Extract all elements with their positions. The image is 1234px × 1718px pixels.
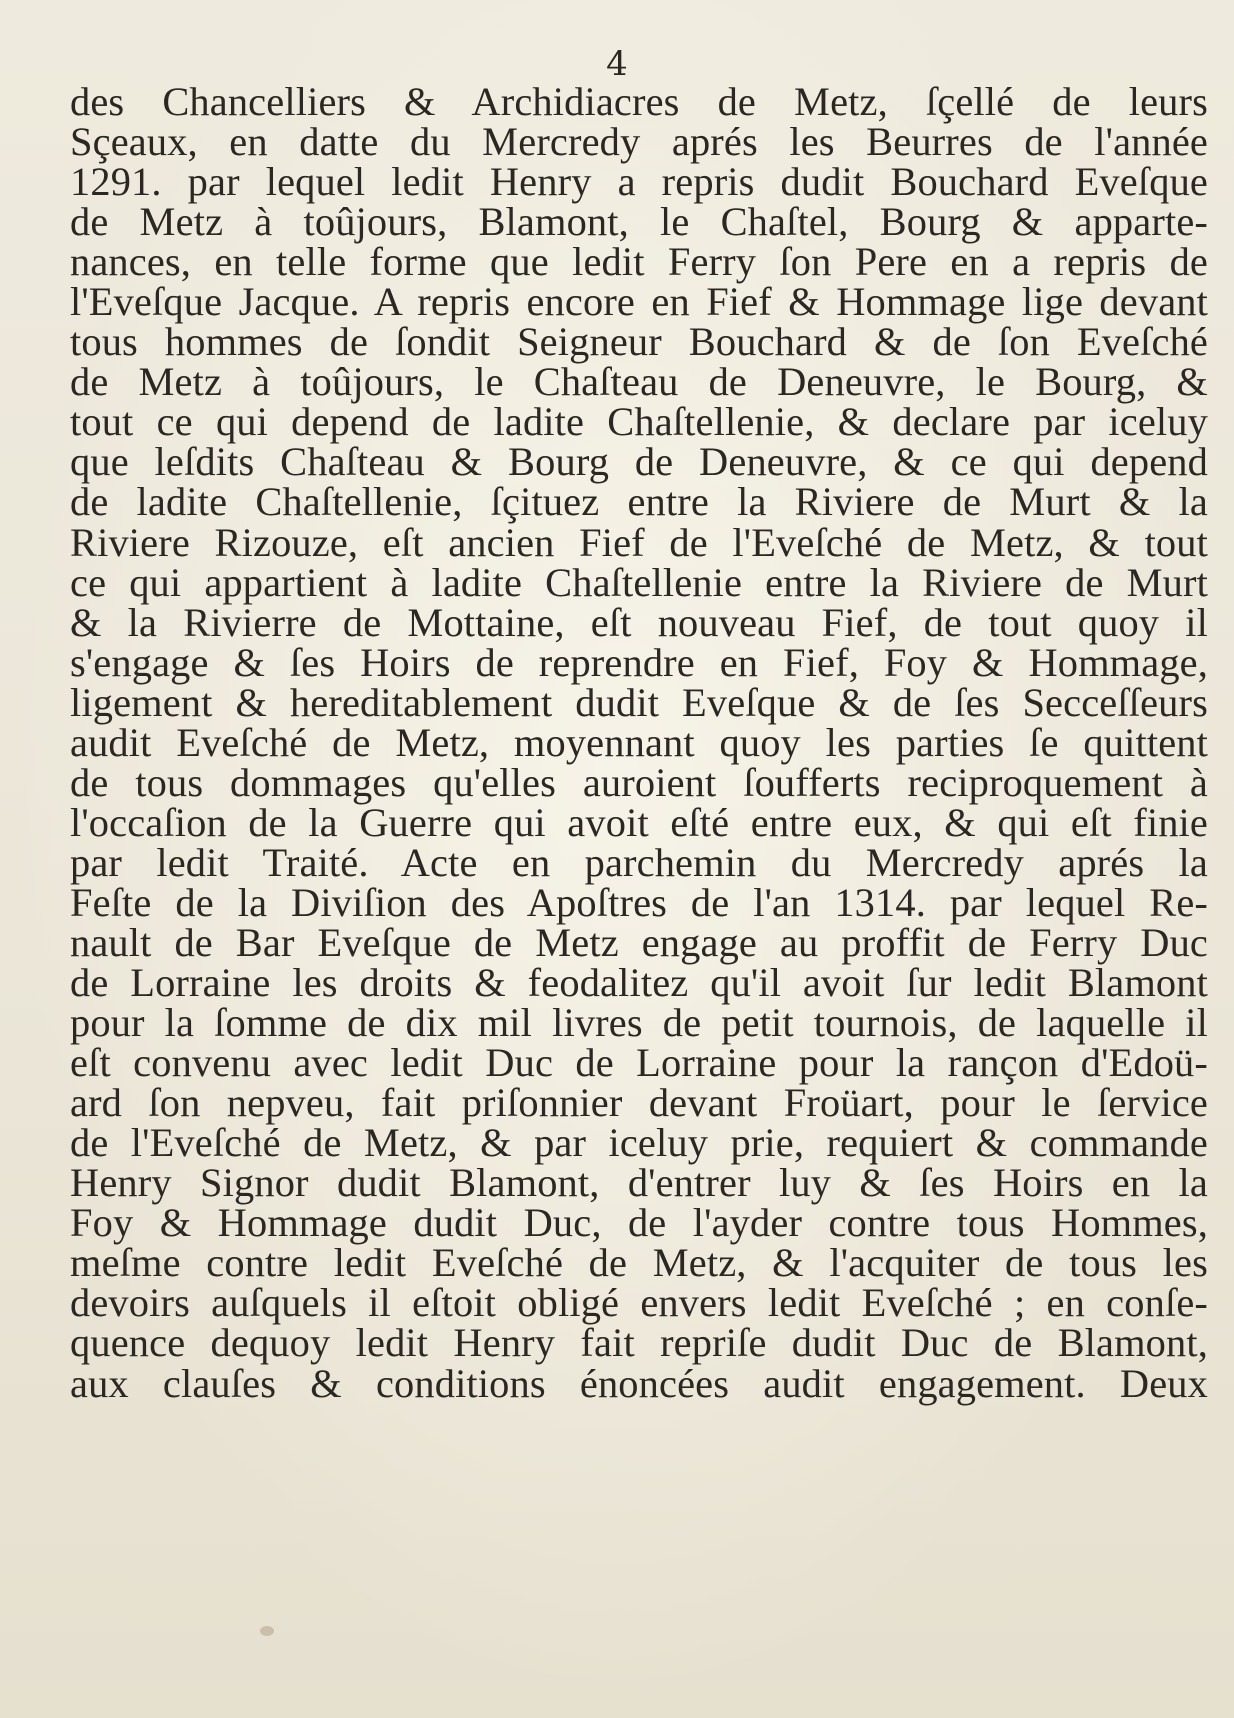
text-line: de ladite Chaſtellenie, ſçituez entre la Riviere de Murt & la [70, 479, 1208, 525]
text-line: & la Rivierre de Mottaine, eſt nouveau Fief, de tout quoy il [70, 599, 1208, 645]
body-text [70, 79, 1208, 1406]
text-line: de Lorraine les droits & feodalitez qu'il avoit ſur ledit Blamont [70, 960, 1208, 1006]
text-line: audit Eveſché de Metz, moyennant quoy les parties ſe quittent [70, 719, 1208, 765]
text-line: devoirs auſquels il eſtoit obligé envers ledit Eveſché ; en conſe- [70, 1280, 1208, 1326]
paper-stain [260, 1626, 274, 1636]
text-line: de Metz à toûjours, le Chaſteau de Deneuvre, le Bourg, & [70, 359, 1208, 405]
text-line: de l'Eveſché de Metz, & par iceluy prie, requiert & commande [70, 1120, 1208, 1166]
text-line: 1291. par lequel ledit Henry a repris dudit Bouchard Eveſque [70, 159, 1208, 205]
text-line: que leſdits Chaſteau & Bourg de Deneuvre, & ce qui depend [70, 439, 1208, 485]
text-line: meſme contre ledit Eveſché de Metz, & l'acquiter de tous les [70, 1240, 1208, 1286]
text-line: de Metz à toûjours, Blamont, le Chaſtel, Bourg & apparte- [70, 199, 1208, 245]
text-line: ard ſon nepveu, fait priſonnier devant Froüart, pour le ſervice [70, 1080, 1208, 1126]
text-line: par ledit Traité. Acte en parchemin du Mercredy aprés la [70, 839, 1208, 885]
text-line: tous hommes de ſondit Seigneur Bouchard & de ſon Eveſché [70, 319, 1208, 365]
text-line: ligement & hereditablement dudit Eveſque & de ſes Secceſſeurs [70, 679, 1208, 725]
text-line: Sçeaux, en datte du Mercredy aprés les Beurres de l'année [70, 119, 1208, 165]
text-line: quence dequoy ledit Henry fait repriſe dudit Duc de Blamont, [70, 1320, 1208, 1366]
text-line: pour la ſomme de dix mil livres de petit tournois, de laquelle il [70, 1000, 1208, 1046]
text-line: eſt convenu avec ledit Duc de Lorraine pour la rançon d'Edoü- [70, 1040, 1208, 1086]
text-line: de tous dommages qu'elles auroient ſoufferts reciproquement à [70, 759, 1208, 805]
text-line: Henry Signor dudit Blamont, d'entrer luy & ſes Hoirs en la [70, 1160, 1208, 1206]
text-line: Foy & Hommage dudit Duc, de l'ayder contre tous Hommes, [70, 1200, 1208, 1246]
text-line: nault de Bar Eveſque de Metz engage au proffit de Ferry Duc [70, 919, 1208, 965]
text-line: des Chancelliers & Archidiacres de Metz, ſçellé de leurs [70, 79, 1208, 124]
text-line: aux clauſes & conditions énoncées audit engagement. Deux [70, 1360, 1208, 1406]
text-line: Riviere Rizouze, eſt ancien Fief de l'Eveſché de Metz, & tout [70, 519, 1208, 565]
text-line: tout ce qui depend de ladite Chaſtellenie, & declare par iceluy [70, 399, 1208, 445]
text-line: ce qui appartient à ladite Chaſtellenie entre la Riviere de Murt [70, 559, 1208, 605]
text-line: l'Eveſque Jacque. A repris encore en Fief & Hommage lige devant [70, 279, 1208, 325]
text-line: nances, en telle forme que ledit Ferry ſon Pere en a repris de [70, 239, 1208, 285]
text-line: s'engage & ſes Hoirs de reprendre en Fief, Foy & Hommage, [70, 639, 1208, 685]
text-line: l'occaſion de la Guerre qui avoit eſté entre eux, & qui eſt finie [70, 799, 1208, 845]
text-line: Feſte de la Diviſion des Apoſtres de l'an 1314. par lequel Re- [70, 879, 1208, 925]
page-number: 4 [606, 44, 628, 84]
